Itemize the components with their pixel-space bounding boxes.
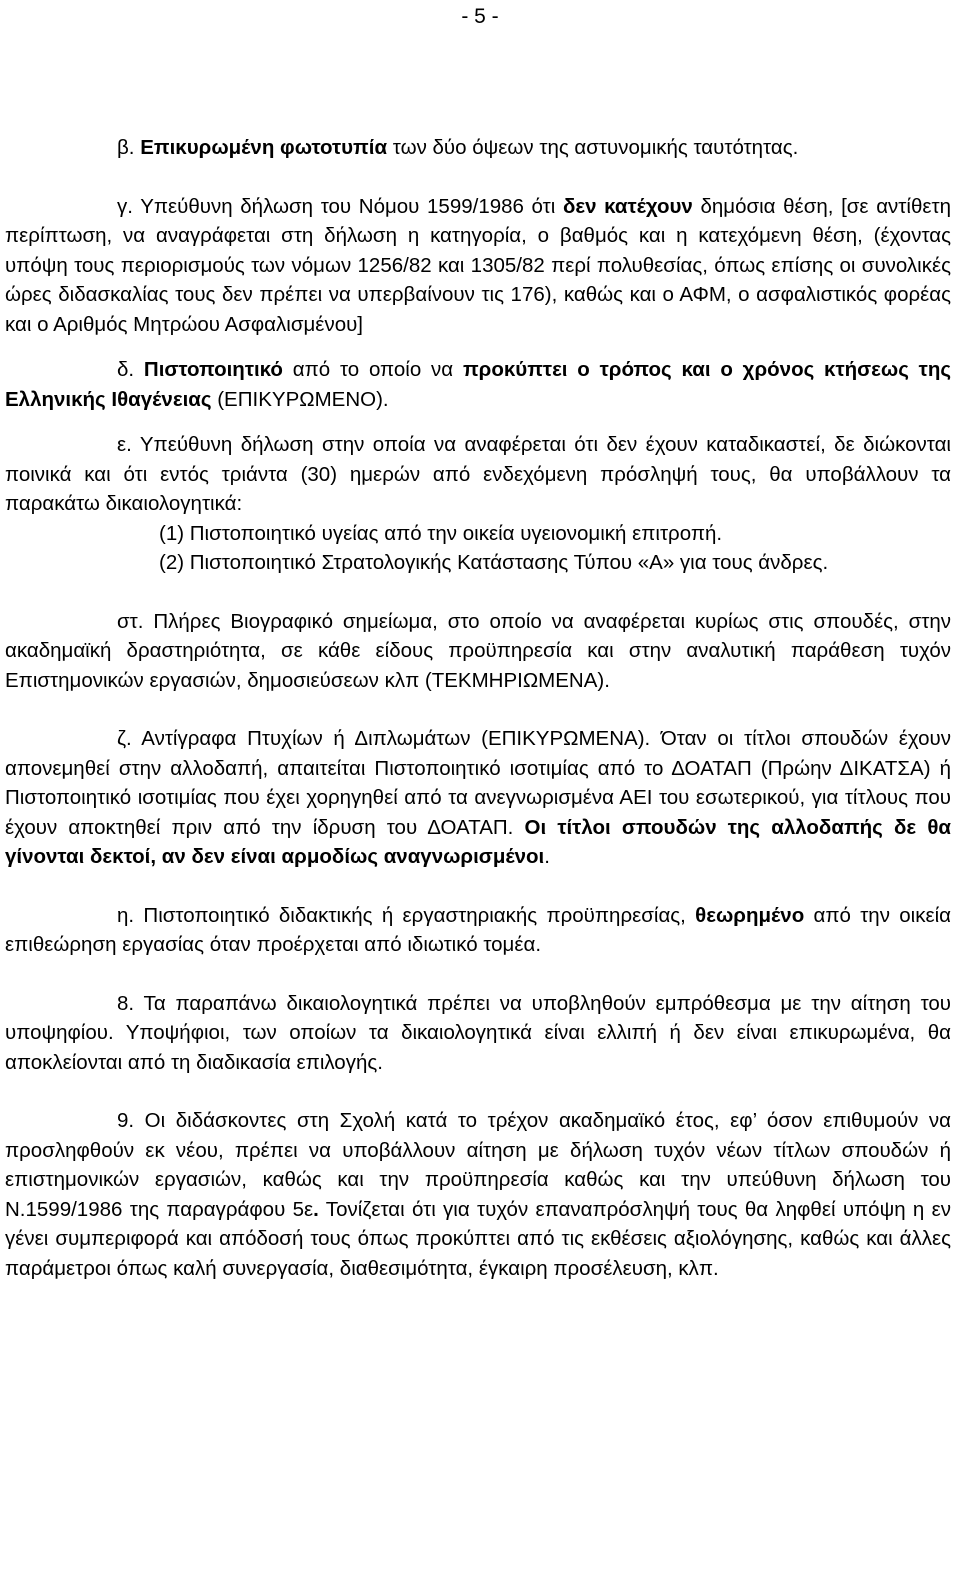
item-marker: δ. xyxy=(117,358,135,381)
item-marker: γ. xyxy=(117,194,133,218)
item-epsilon-sub-1: (1) Πιστοποιητικό υγείας από την οικεία υγειονομική επιτροπή. xyxy=(159,521,723,545)
item-delta xyxy=(5,355,951,414)
item-gamma-text-1: Υπεύθυνη δήλωση του Νόμου 1599/1986 ότι xyxy=(132,194,563,218)
item-st xyxy=(5,607,951,696)
item-beta-bold: Επικυρωμένη φωτοτυπία xyxy=(140,136,388,159)
item-delta-bold-1: Πιστοποιητικό xyxy=(134,358,283,381)
item-st-text: Πλήρες Βιογραφικό σημείωμα, στο οποίο να αναφέρεται κυρίως στις σπουδές, στην ακαδημαϊκή δραστηριότητα, σε κάθε είδους προϋπηρεσία και στην αναλυτική παράθεση τυχόν Επιστημονικών εργασιών, δημοσιεύσεων κλπ (ΤΕΚΜΗΡΙΩΜΕΝΑ). xyxy=(5,609,951,692)
item-delta-bold-2: προκύπτει ο τρόπος και ο χρόνος κτήσεως της Ελληνικής Ιθαγένειας xyxy=(5,358,952,411)
item-zeta-text-2: . xyxy=(544,845,550,868)
item-eta-text-2: από την οικεία επιθεώρηση εργασίας όταν προέρχεται από ιδιωτικό τομέα. xyxy=(5,903,951,956)
section-number: 9. xyxy=(117,1109,135,1132)
item-eta-bold: θεωρημένο xyxy=(695,903,805,927)
item-marker: η. xyxy=(117,903,135,927)
item-eta-text-1: Πιστοποιητικό διδακτικής ή εργαστηριακής προϋπηρεσίας, xyxy=(134,903,696,927)
item-eta xyxy=(5,901,951,960)
item-epsilon xyxy=(5,430,951,519)
section-9-text-1: Οι διδάσκοντες στη Σχολή κατά το τρέχον ακαδημαϊκό έτος, εφ’ όσον επιθυμούν να προσληφθούν εκ νέου, πρέπει να υποβάλλουν αίτηση με δήλωση τυχόν νέων τίτλων σπουδών ή επιστημονικών εργασιών, καθώς και την προϋπηρεσία καθώς και την υπεύθυνη δήλωση του Ν.1599/1986 της παραγράφου 5ε xyxy=(5,1109,951,1221)
item-marker: ε. xyxy=(117,433,132,456)
section-9 xyxy=(5,1106,951,1283)
section-9-text-2: Τονίζεται ότι για τυχόν επαναπρόσληψή τους θα ληφθεί υπόψη η εν γένει συμπεριφορά και απόδοσή τους όπως προκύπτει από τις εκθέσεις αξιολόγησης, καθώς και άλλες παράμετροι όπως καλή συνεργασία, διαθεσιμότητα, έγκαιρη προσέλευση, κλπ. xyxy=(5,1197,952,1280)
item-zeta xyxy=(5,724,951,872)
item-beta xyxy=(5,133,951,163)
item-delta-text-1: από το οποίο να xyxy=(282,358,463,381)
document-body xyxy=(5,133,951,1283)
item-zeta-bold: Οι τίτλοι σπουδών της αλλοδαπής δε θα γίνονται δεκτοί, αν δεν είναι αρμοδίως αναγνωρισμένοι xyxy=(5,815,951,868)
item-marker: β. xyxy=(117,136,135,159)
section-9-bold: . xyxy=(313,1197,319,1221)
section-number: 8. xyxy=(117,991,135,1015)
item-marker: στ. xyxy=(117,609,144,633)
page-number: - 5 - xyxy=(461,5,499,28)
section-8-text: Τα παραπάνω δικαιολογητικά πρέπει να υποβληθούν εμπρόθεσμα με την αίτηση του υποψηφίου. Υποψήφιοι, των οποίων τα δικαιολογητικά είναι ελλιπή ή δεν είναι επικυρωμένα, θα αποκλείονται από τη διαδικασία επιλογής. xyxy=(5,991,951,1074)
item-gamma-text-2: δημόσια θέση, [σε αντίθετη περίπτωση, να αναγράφεται στη δήλωση η κατηγορία, ο βαθμός και η κατεχόμενη θέση, (έχοντας υπόψη τους περιορισμούς των νόμων 1256/82 και 1305/82 περί πολυθεσίας, όπως επίσης οι συνολικές ώρες διδασκαλίας τους δεν πρέπει να υπερβαίνουν τις 176), καθώς και ο ΑΦΜ, ο ασφαλιστικός φορέας και ο Αριθμός Μητρώου Ασφαλισμένου] xyxy=(5,194,951,336)
item-marker: ζ. xyxy=(117,727,132,750)
item-gamma-bold: δεν κατέχουν xyxy=(562,194,693,218)
section-8 xyxy=(5,989,951,1078)
item-epsilon-text: Υπεύθυνη δήλωση στην οποία να αναφέρεται ότι δεν έχουν καταδικαστεί, δε διώκονται ποινικά και ότι εντός τριάντα (30) ημερών από ενδεχόμενη πρόσληψή τους, θα υποβάλλουν τα παρακάτω δικαιολογητικά: xyxy=(5,433,951,515)
item-zeta-text-1: Αντίγραφα Πτυχίων ή Διπλωμάτων (ΕΠΙΚΥΡΩΜΕΝΑ). Όταν οι τίτλοι σπουδών έχουν απονεμηθεί στην αλλοδαπή, απαιτείται Πιστοποιητικό ισοτιμίας από το ΔΟΑΤΑΠ (Πρώην ΔΙΚΑΤΣΑ) ή Πιστοποιητικό ισοτιμίας που έχει χορηγηθεί από τα ανεγνωρισμένα ΑΕΙ του εσωτερικού, για τίτλους που έχουν αποκτηθεί πριν από την ίδρυση του ΔΟΑΤΑΠ. xyxy=(5,727,951,839)
item-epsilon-sub-2: (2) Πιστοποιητικό Στρατολογικής Κατάστασης Τύπου «Α» για τους άνδρες. xyxy=(159,551,829,574)
item-delta-text-2: (ΕΠΙΚΥΡΩΜΕΝΟ). xyxy=(211,387,389,411)
item-gamma xyxy=(5,192,951,340)
item-beta-text: των δύο όψεων της αστυνομικής ταυτότητας. xyxy=(387,136,799,159)
